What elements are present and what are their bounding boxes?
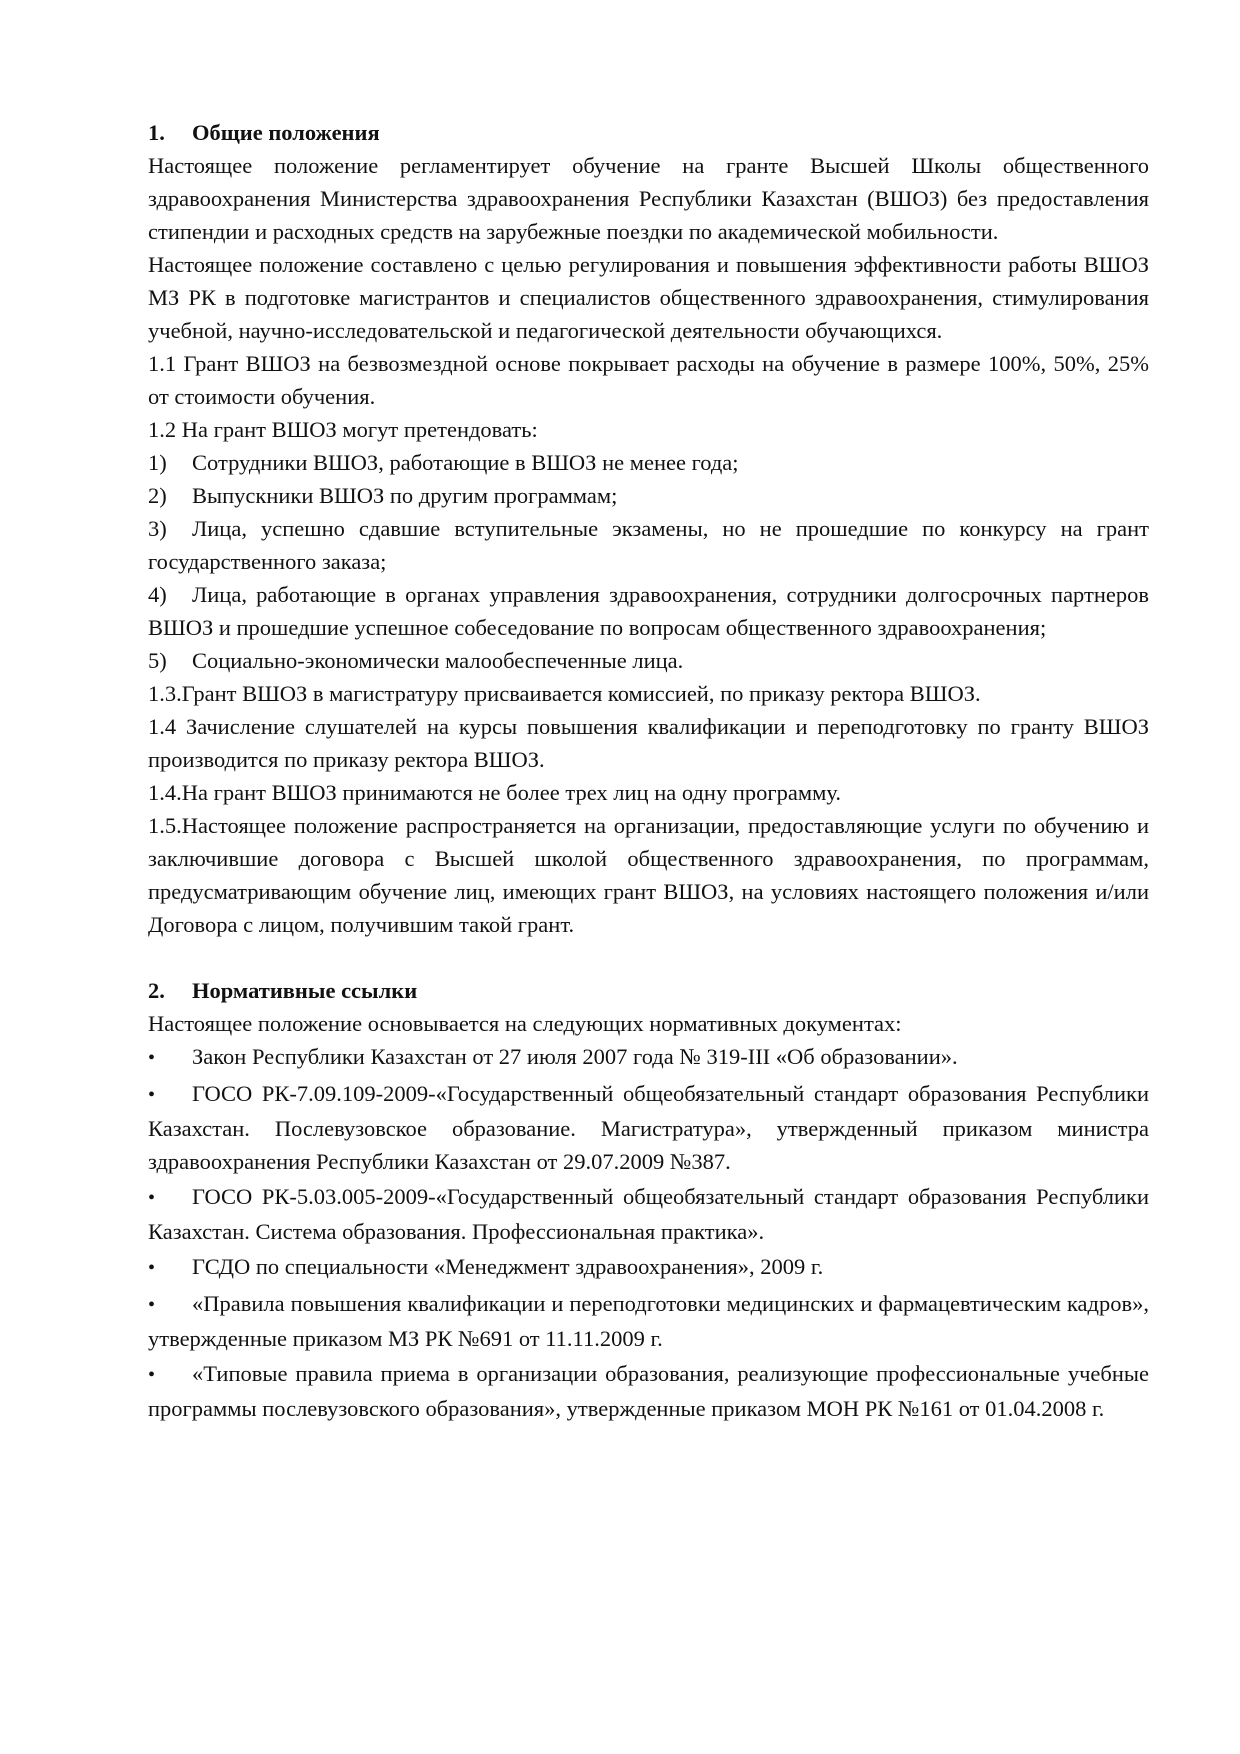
clause-1-3: 1.3.Грант ВШОЗ в магистратуру присваивается комиссией, по приказу ректора ВШОЗ.: [148, 681, 981, 706]
list-item: [148, 644, 1149, 677]
bullet-marker: •: [148, 1257, 156, 1279]
bullet-item: [148, 1357, 1149, 1425]
section-2-title: Нормативные ссылки: [192, 978, 418, 1003]
clause-1-1: 1.1 Грант ВШОЗ на безвозмездной основе покрывает расходы на обучение в размере 100%, 50%, 25% от стоимости обучения.: [148, 351, 1149, 409]
bullet-text: «Правила повышения квалификации и переподготовки медицинских и фармацевтическим кадров», утвержденные приказом МЗ РК №691 от 11.11.2009 г.: [148, 1291, 1149, 1351]
list-item-text: Лица, успешно сдавшие вступительные экзамены, но не прошедшие по конкурсу на грант государственного заказа;: [148, 516, 1149, 574]
section-1-paragraph-1: Настоящее положение регламентирует обучение на гранте Высшей Школы общественного здравоохранения Министерства здравоохранения Республики Казахстан (ВШОЗ) без предоставления стипендии и расходных средств на зарубежные поездки по академической мобильности.: [148, 153, 1149, 244]
section-1-heading: [148, 116, 1149, 149]
section-1-title: Общие положения: [192, 120, 380, 145]
bullet-marker: •: [148, 1047, 156, 1069]
list-item-text: Социально-экономически малообеспеченные лица.: [192, 648, 684, 673]
bullet-text: «Типовые правила приема в организации образования, реализующие профессиональные учебные программы послевузовского образования», утвержденные приказом МОН РК №161 от 01.04.2008 г.: [148, 1361, 1149, 1421]
bullet-marker: •: [148, 1364, 156, 1386]
list-item-marker: 5): [148, 648, 167, 673]
bullet-item: [148, 1077, 1149, 1178]
list-item: [148, 512, 1149, 578]
bullet-item: [148, 1287, 1149, 1355]
list-item: [148, 479, 1149, 512]
section-1-paragraph-2: Настоящее положение составлено с целью регулирования и повышения эффективности работы ВШОЗ МЗ РК в подготовке магистрантов и специалистов общественного здравоохранения, стимулирования учебной, научно-исследовательской и педагогической деятельности обучающихся.: [148, 252, 1149, 343]
section-2-heading: [148, 974, 1149, 1007]
list-item: [148, 578, 1149, 644]
list-item: [148, 446, 1149, 479]
bullet-marker: •: [148, 1294, 156, 1316]
list-item-marker: 3): [148, 516, 167, 541]
clause-1-4-enrollment: 1.4 Зачисление слушателей на курсы повышения квалификации и переподготовку по гранту ВШОЗ производится по приказу ректора ВШОЗ.: [148, 714, 1149, 772]
section-2-intro: Настоящее положение основывается на следующих нормативных документах:: [148, 1011, 902, 1036]
list-item-text: Выпускники ВШОЗ по другим программам;: [192, 483, 618, 508]
bullet-text: Закон Республики Казахстан от 27 июля 2007 года № 319-III «Об образовании».: [192, 1044, 958, 1069]
bullet-marker: •: [148, 1084, 156, 1106]
list-item-marker: 4): [148, 582, 167, 607]
bullet-item: [148, 1040, 1149, 1075]
list-item-marker: 1): [148, 450, 167, 475]
clause-1-2: 1.2 На грант ВШОЗ могут претендовать:: [148, 417, 538, 442]
list-item-marker: 2): [148, 483, 167, 508]
document-page: [148, 116, 1149, 1427]
section-2-number: 2.: [148, 978, 165, 1003]
bullet-item: [148, 1180, 1149, 1248]
section-1-number: 1.: [148, 120, 165, 145]
section-spacer: [148, 941, 1149, 974]
bullet-text: ГСДО по специальности «Менеджмент здравоохранения», 2009 г.: [192, 1254, 824, 1279]
clause-1-4-limit: 1.4.На грант ВШОЗ принимаются не более трех лиц на одну программу.: [148, 780, 841, 805]
bullet-text: ГОСО РК-7.09.109-2009-«Государственный общеобязательный стандарт образования Республики Казахстан. Послевузовское образование. Магистратура», утвержденный приказом министра здравоохранения Республики Казахстан от 29.07.2009 №387.: [148, 1081, 1149, 1174]
clause-1-5: 1.5.Настоящее положение распространяется на организации, предоставляющие услуги по обучению и заключившие договора с Высшей школой общественного здравоохранения, по программам, предусматривающим обучение лиц, имеющих грант ВШОЗ, на условиях настоящего положения и/или Договора с лицом, получившим такой грант.: [148, 813, 1149, 937]
bullet-item: [148, 1250, 1149, 1285]
bullet-marker: •: [148, 1187, 156, 1209]
bullet-text: ГОСО РК-5.03.005-2009-«Государственный общеобязательный стандарт образования Республики Казахстан. Система образования. Профессиональная практика».: [148, 1184, 1149, 1244]
list-item-text: Лица, работающие в органах управления здравоохранения, сотрудники долгосрочных партнеров ВШОЗ и прошедшие успешное собеседование по вопросам общественного здравоохранения;: [148, 582, 1149, 640]
list-item-text: Сотрудники ВШОЗ, работающие в ВШОЗ не менее года;: [192, 450, 739, 475]
